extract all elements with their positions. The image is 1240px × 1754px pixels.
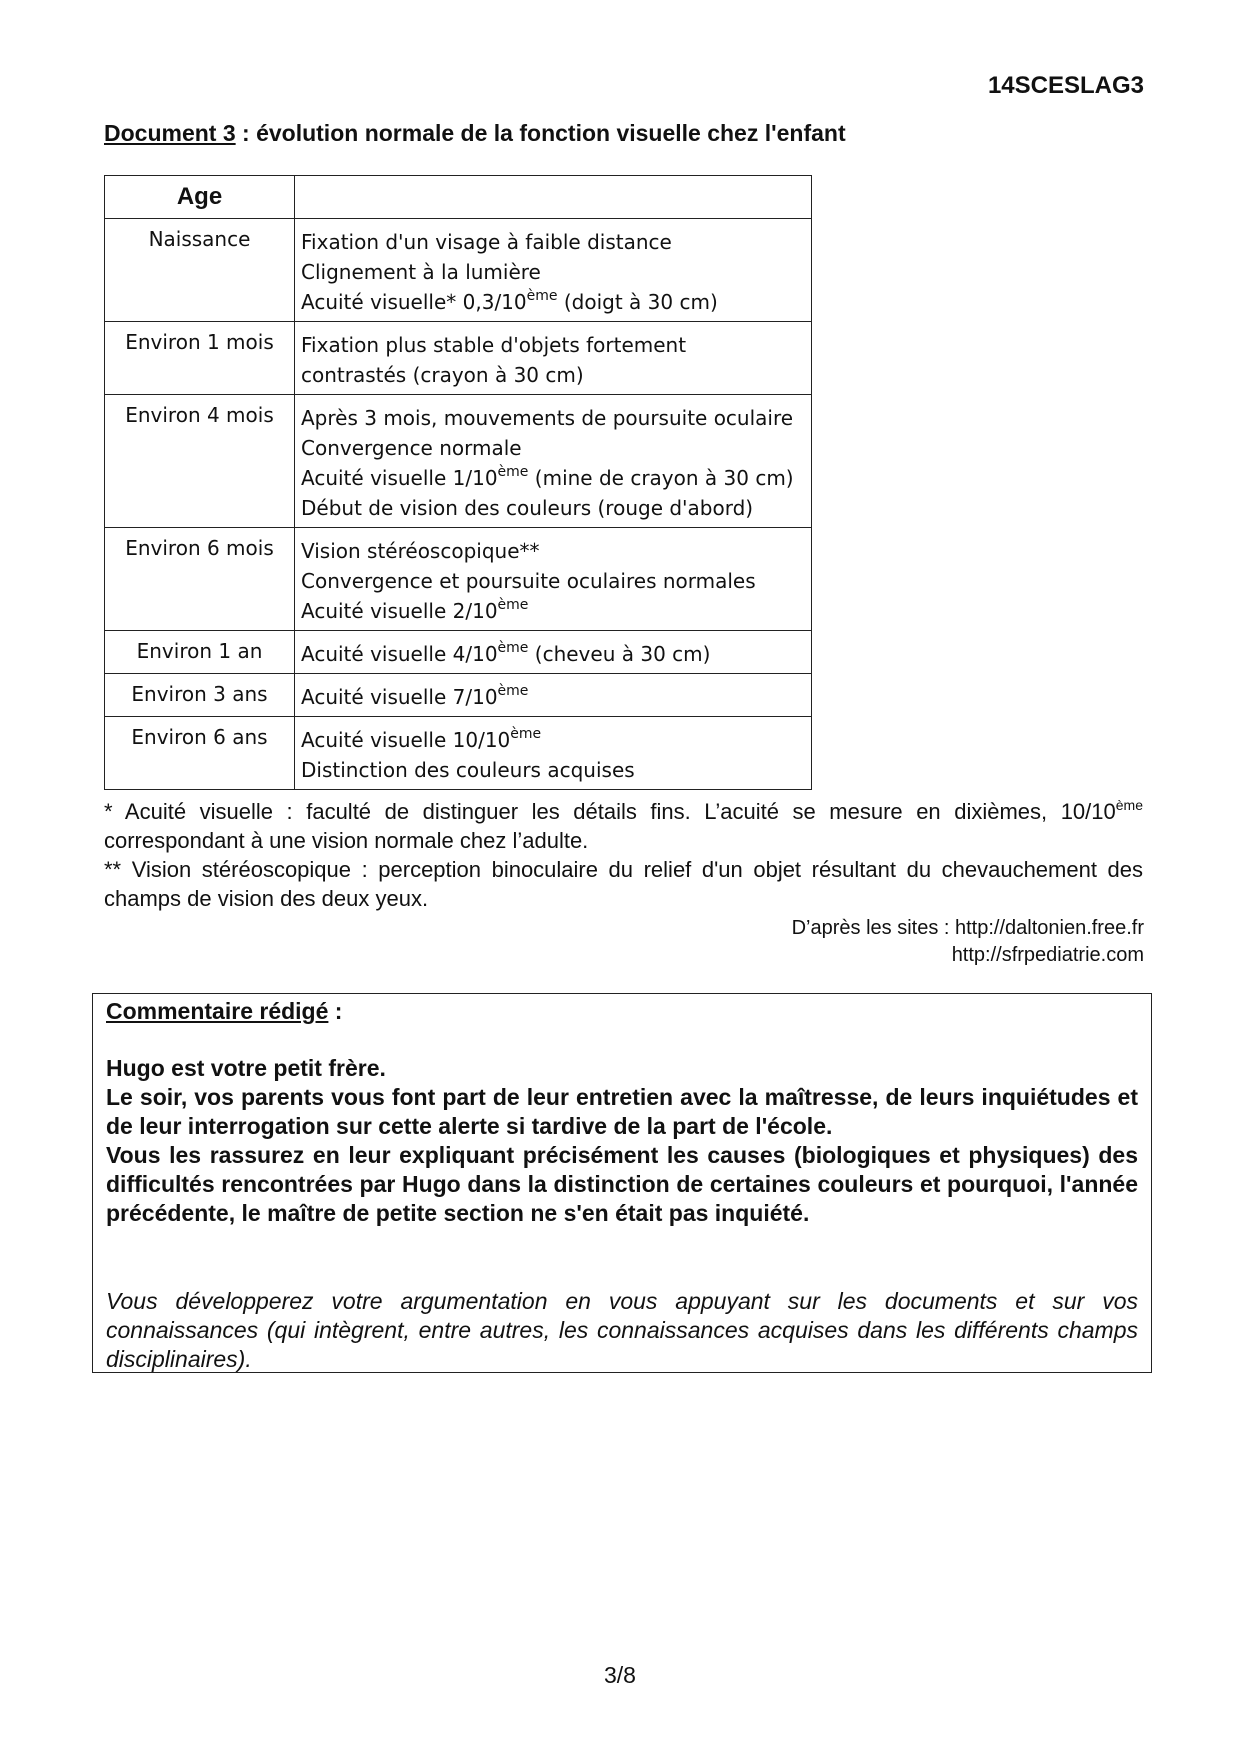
source-line-1: D’après les sites : http://daltonien.free.fr	[791, 917, 1144, 939]
age-cell: Environ 6 mois	[105, 528, 295, 631]
description-line	[301, 403, 807, 433]
line-text: Fixation d'un visage à faible distance	[301, 230, 672, 254]
description-line	[301, 360, 807, 390]
line-text: Acuité visuelle 4/10	[301, 642, 498, 666]
description-cell	[295, 395, 812, 528]
comment-paragraph-1: Hugo est votre petit frère.	[106, 1055, 386, 1081]
line-text: Convergence normale	[301, 436, 522, 460]
line-text-after: (mine de crayon à 30 cm)	[528, 466, 794, 490]
description-line	[301, 682, 807, 712]
document-label: Document 3	[104, 120, 236, 146]
footnote-acuity-text: faculté de distinguer les détails fins. L’acuité se mesure en dixièmes, 10/10	[306, 799, 1116, 824]
line-text: Acuité visuelle 10/10	[301, 728, 511, 752]
description-cell	[295, 674, 812, 717]
description-line	[301, 755, 807, 785]
document-title	[104, 120, 846, 147]
footnote-acuity-label: * Acuité visuelle :	[104, 799, 307, 824]
footnote-acuity	[104, 797, 1143, 855]
description-line	[301, 433, 807, 463]
description-line	[301, 463, 807, 493]
footnote-stereo: ** Vision stéréoscopique : perception binoculaire du relief d'un objet résultant du chevauchement des champs de vision des deux yeux.	[104, 857, 1143, 911]
line-text: Vision stéréoscopique**	[301, 539, 540, 563]
description-cell	[295, 322, 812, 395]
comment-title-label: Commentaire rédigé	[106, 998, 329, 1024]
line-text: Acuité visuelle* 0,3/10	[301, 290, 527, 314]
comment-paragraph-2: Le soir, vos parents vous font part de leur entretien avec la maîtresse, de leurs inquiétudes et de leur interrogation sur cette alerte si tardive de la part de l'école.	[106, 1084, 1138, 1139]
description-line	[301, 639, 807, 669]
description-line	[301, 257, 807, 287]
line-text-after: (cheveu à 30 cm)	[528, 642, 711, 666]
description-cell	[295, 528, 812, 631]
description-cell	[295, 631, 812, 674]
comment-paragraph-3: Vous les rassurez en leur expliquant précisément les causes (biologiques et physiques) des difficultés rencontrées par Hugo dans la distinction de certaines couleurs et pourquoi, l'année précédente, le maître de petite section ne s'en était pas inquiété.	[106, 1142, 1138, 1226]
line-text: Clignement à la lumière	[301, 260, 541, 284]
source-line-2: http://sfrpediatrie.com	[951, 944, 1144, 966]
age-header: Age	[105, 176, 295, 219]
age-cell: Environ 1 an	[105, 631, 295, 674]
description-line	[301, 536, 807, 566]
comment-instruction: Vous développerez votre argumentation en vous appuyant sur les documents et sur vos connaissances (qui intègrent, entre autres, les connaissances acquises dans les différents champs disciplinaires).	[106, 1288, 1138, 1372]
line-text: Acuité visuelle 1/10	[301, 466, 498, 490]
line-text: Distinction des couleurs acquises	[301, 758, 635, 782]
age-cell: Environ 4 mois	[105, 395, 295, 528]
age-cell: Environ 6 ans	[105, 717, 295, 790]
line-text-after: (doigt à 30 cm)	[557, 290, 718, 314]
line-text: Acuité visuelle 2/10	[301, 599, 498, 623]
line-superscript: ème	[526, 288, 558, 304]
table-row	[105, 528, 812, 631]
source-credits	[792, 915, 1144, 969]
line-superscript: ème	[497, 597, 529, 613]
footnote-acuity-sup: ème	[1115, 797, 1143, 813]
comment-body	[106, 1054, 1138, 1228]
table-row	[105, 395, 812, 528]
description-line	[301, 493, 807, 523]
line-superscript: ème	[497, 683, 529, 699]
line-text: Fixation plus stable d'objets fortement	[301, 333, 687, 357]
description-line	[301, 227, 807, 257]
age-cell: Environ 3 ans	[105, 674, 295, 717]
description-line	[301, 725, 807, 755]
footnotes	[104, 797, 1143, 913]
table-row	[105, 717, 812, 790]
age-cell: Naissance	[105, 219, 295, 322]
table-row	[105, 322, 812, 395]
line-text: Après 3 mois, mouvements de poursuite oculaire	[301, 406, 794, 430]
comment-title-suffix: :	[328, 998, 343, 1024]
document-code: 14SCESLAG3	[987, 72, 1144, 99]
page-number: 3/8	[604, 1662, 636, 1688]
table-row	[105, 631, 812, 674]
line-text: Début de vision des couleurs (rouge d'abord)	[301, 496, 754, 520]
line-text: contrastés (crayon à 30 cm)	[301, 363, 584, 387]
description-header	[295, 176, 812, 219]
document-title-text: : évolution normale de la fonction visuelle chez l'enfant	[235, 120, 846, 146]
age-cell: Environ 1 mois	[105, 322, 295, 395]
description-line	[301, 566, 807, 596]
description-line	[301, 596, 807, 626]
description-line	[301, 330, 807, 360]
comment-box	[92, 993, 1152, 1373]
line-text: Acuité visuelle 7/10	[301, 685, 498, 709]
table-row	[105, 219, 812, 322]
line-superscript: ème	[497, 464, 529, 480]
footnote-acuity-end: correspondant à une vision normale chez l’adulte.	[104, 828, 589, 853]
description-line	[301, 287, 807, 317]
comment-title	[106, 998, 342, 1025]
line-text: Convergence et poursuite oculaires normales	[301, 569, 756, 593]
table-row	[105, 674, 812, 717]
line-superscript: ème	[510, 726, 542, 742]
description-cell	[295, 219, 812, 322]
line-superscript: ème	[497, 640, 529, 656]
description-cell	[295, 717, 812, 790]
vision-table	[104, 175, 812, 790]
